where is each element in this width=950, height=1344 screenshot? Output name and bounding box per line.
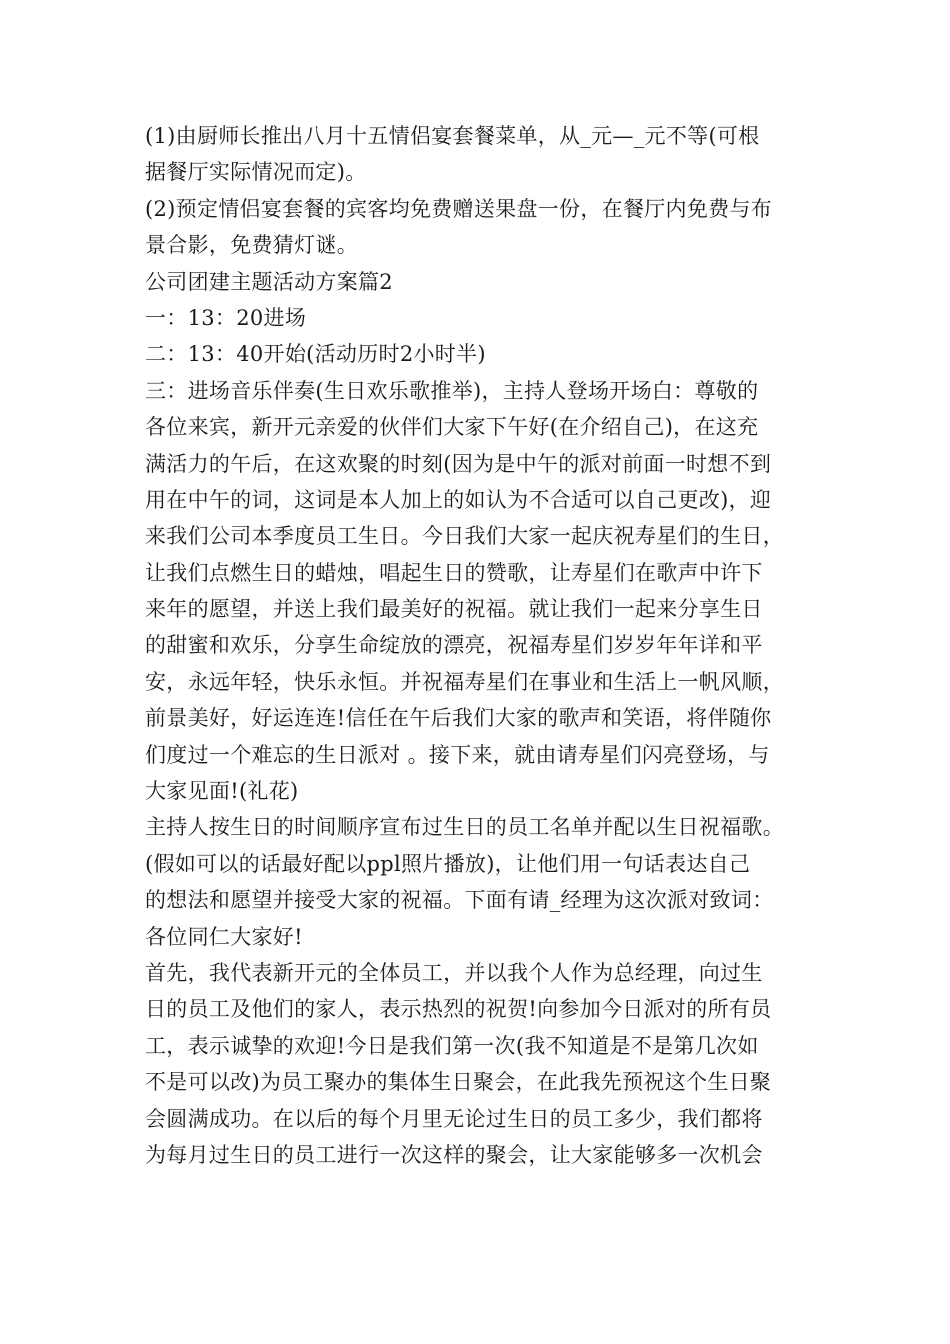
- text-line: 安，永远年轻，快乐永恒。并祝福寿星们在事业和生活上一帆风顺，: [145, 669, 784, 694]
- text-line: 工，表示诚挚的欢迎!今日是我们第一次(我不知道是不是第几次如: [145, 1033, 759, 1058]
- text-line: (2)预定情侣宴套餐的宾客均免费赠送果盘一份，在餐厅内免费与布: [145, 196, 773, 221]
- text-line: 三：进场音乐伴奏(生日欢乐歌推举)，主持人登场开场白：尊敬的: [145, 378, 759, 403]
- text-line: 为每月过生日的员工进行一次这样的聚会，让大家能够多一次机会: [145, 1142, 763, 1167]
- text-line: 不是可以改)为员工聚办的集体生日聚会，在此我先预祝这个生日聚: [145, 1070, 772, 1095]
- text-line: (1)由厨师长推出八月十五情侣宴套餐菜单，从_元—_元不等(可根: [145, 124, 760, 148]
- document-body: [145, 118, 810, 1173]
- text-line: 让我们点燃生日的蜡烛，唱起生日的赞歌，让寿星们在歌声中许下: [145, 560, 763, 585]
- text-line: 各位来宾，新开元亲爱的伙伴们大家下午好(在介绍自己)，在这充: [145, 415, 759, 440]
- section-heading: 公司团建主题活动方案篇2: [145, 269, 393, 294]
- text-line: 二：13：40开始(活动历时2小时半): [145, 342, 486, 367]
- text-line: 据餐厅实际情况而定)。: [145, 160, 367, 185]
- text-line: 日的员工及他们的家人，表示热烈的祝贺!向参加今日派对的所有员: [145, 997, 772, 1022]
- text-line: 的想法和愿望并接受大家的祝福。下面有请_经理为这次派对致词：: [145, 888, 774, 913]
- text-line: 各位同仁大家好!: [145, 924, 303, 949]
- text-line: 一：13：20进场: [145, 305, 307, 330]
- text-line: 景合影，免费猜灯谜。: [145, 233, 358, 258]
- text-line: 首先，我代表新开元的全体员工，并以我个人作为总经理，向过生: [145, 960, 763, 985]
- text-line: 的甜蜜和欢乐，分享生命绽放的漂亮，祝福寿星们岁岁年年详和平: [145, 633, 763, 658]
- text-line: 满活力的午后，在这欢聚的时刻(因为是中午的派对前面一时想不到: [145, 451, 772, 476]
- text-line: (假如可以的话最好配以ppl照片播放)，让他们用一句话表达自己: [145, 851, 751, 876]
- text-line: 大家见面!(礼花): [145, 779, 299, 804]
- text-line: 前景美好，好运连连!信任在午后我们大家的歌声和笑语，将伴随你: [145, 706, 772, 731]
- text-line: 用在中午的词，这词是本人加上的如认为不合适可以自己更改)，迎: [145, 487, 772, 512]
- text-line: 来我们公司本季度员工生日。今日我们大家一起庆祝寿星们的生日，: [145, 524, 784, 549]
- text-line: 主持人按生日的时间顺序宣布过生日的员工名单并配以生日祝福歌。: [145, 815, 784, 840]
- text-line: 会圆满成功。在以后的每个月里无论过生日的员工多少，我们都将: [145, 1106, 763, 1131]
- text-line: 来年的愿望，并送上我们最美好的祝福。就让我们一起来分享生日: [145, 597, 763, 622]
- text-line: 们度过一个难忘的生日派对 。接下来，就由请寿星们闪亮登场，与: [145, 742, 770, 767]
